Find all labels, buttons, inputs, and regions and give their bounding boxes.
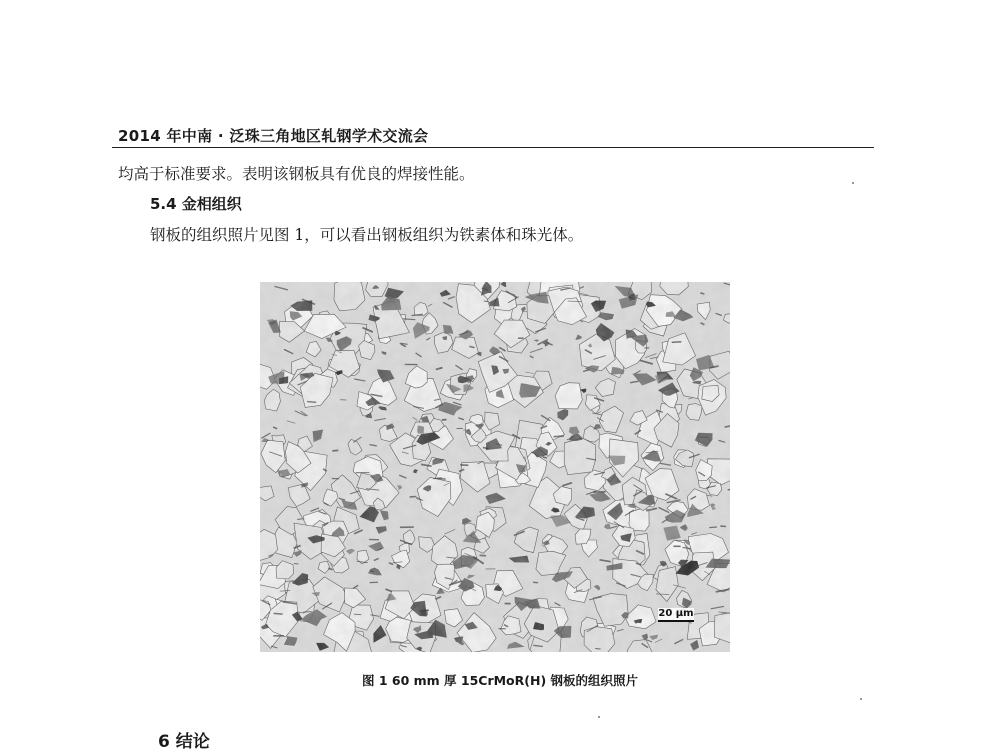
micrograph-figure [260, 282, 730, 652]
running-header: 2014 年中南 · 泛珠三角地区轧钢学术交流会 [118, 125, 428, 146]
paragraph-weld-conclusion: 均高于标准要求。表明该钢板具有优良的焊接性能。 [118, 162, 475, 184]
scale-bar: 20 µm [658, 608, 694, 622]
scan-speck [860, 698, 862, 700]
micrograph-image [260, 282, 730, 652]
scan-speck [852, 182, 854, 184]
paragraph-microstructure: 钢板的组织照片见图 1，可以看出钢板组织为铁素体和珠光体。 [150, 223, 583, 245]
scan-speck [598, 716, 600, 718]
section-heading-conclusion: 6 结论 [158, 727, 210, 752]
section-heading-metallography: 5.4 金相组织 [150, 193, 242, 214]
header-rule [112, 147, 874, 148]
figure-caption: 图 1 60 mm 厚 15CrMoR(H) 钢板的组织照片 [0, 671, 1000, 689]
